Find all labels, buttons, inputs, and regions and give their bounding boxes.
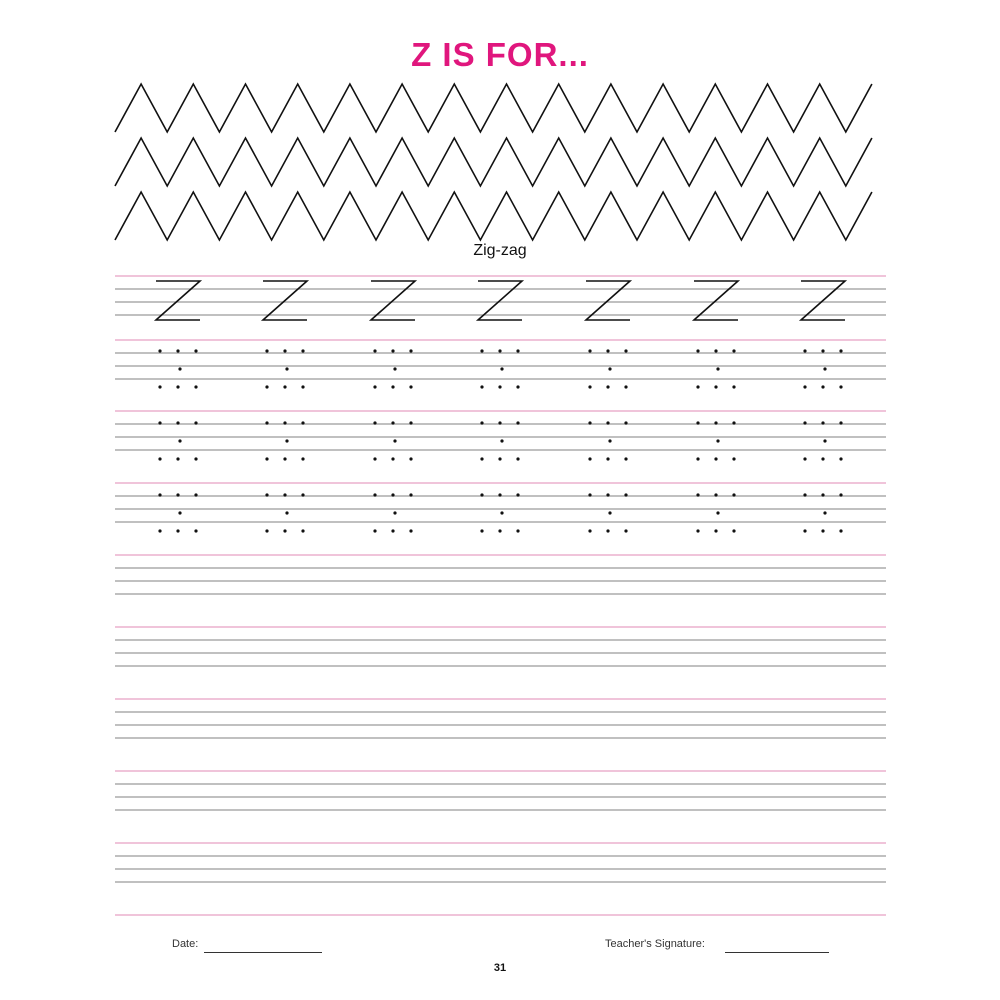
tracing-dot [158, 421, 161, 424]
tracing-dot [500, 511, 503, 514]
tracing-dot [265, 385, 268, 388]
zigzag-caption: Zig-zag [473, 242, 527, 259]
tracing-dot [176, 385, 179, 388]
tracing-dot [839, 493, 842, 496]
tracing-dot [732, 349, 735, 352]
tracing-dot [393, 439, 396, 442]
tracing-dot [624, 385, 627, 388]
tracing-dot [409, 349, 412, 352]
tracing-dot [176, 529, 179, 532]
guide-letter-z [586, 281, 630, 320]
tracing-dot [194, 529, 197, 532]
tracing-dot [285, 439, 288, 442]
tracing-dot [839, 385, 842, 388]
tracing-dot [283, 349, 286, 352]
tracing-dot [714, 493, 717, 496]
date-blank[interactable] [204, 952, 322, 953]
tracing-dot [821, 349, 824, 352]
tracing-dot [409, 529, 412, 532]
tracing-dot [283, 529, 286, 532]
tracing-dot [178, 511, 181, 514]
tracing-dot [714, 457, 717, 460]
tracing-dot [283, 493, 286, 496]
tracing-dot [624, 493, 627, 496]
tracing-dot [516, 421, 519, 424]
tracing-dot [714, 529, 717, 532]
tracing-dot [624, 421, 627, 424]
tracing-dot [606, 493, 609, 496]
tracing-dot [732, 493, 735, 496]
tracing-dot [608, 439, 611, 442]
tracing-dot [823, 367, 826, 370]
tracing-dot [588, 385, 591, 388]
tracing-dot [696, 493, 699, 496]
tracing-dot [498, 493, 501, 496]
tracing-dot [391, 421, 394, 424]
guide-letter-z [694, 281, 738, 320]
tracing-dot [803, 421, 806, 424]
tracing-dot [823, 511, 826, 514]
tracing-dot [714, 349, 717, 352]
guide-letter-z [801, 281, 845, 320]
tracing-dot [265, 349, 268, 352]
tracing-dot [176, 493, 179, 496]
tracing-dot [696, 385, 699, 388]
tracing-dot [265, 421, 268, 424]
tracing-dot [588, 349, 591, 352]
tracing-dot [608, 511, 611, 514]
tracing-dot [393, 367, 396, 370]
tracing-dot [624, 457, 627, 460]
tracing-dot [178, 439, 181, 442]
tracing-dot [608, 367, 611, 370]
tracing-dot [373, 493, 376, 496]
guide-letter-z [156, 281, 200, 320]
tracing-dot [696, 529, 699, 532]
page-title: Z IS FOR... [411, 36, 589, 73]
tracing-dot [821, 421, 824, 424]
guide-letter-z [371, 281, 415, 320]
tracing-dot [839, 457, 842, 460]
tracing-dot [516, 529, 519, 532]
tracing-dot [588, 457, 591, 460]
tracing-dot [176, 349, 179, 352]
tracing-dot [696, 457, 699, 460]
tracing-dot [158, 385, 161, 388]
tracing-dot [498, 421, 501, 424]
tracing-dot [498, 457, 501, 460]
tracing-dot [803, 349, 806, 352]
tracing-dot [285, 367, 288, 370]
tracing-dot [301, 493, 304, 496]
tracing-dot [480, 493, 483, 496]
tracing-dot [391, 385, 394, 388]
tracing-dot [265, 457, 268, 460]
zigzag-row [115, 84, 872, 132]
tracing-dot [716, 511, 719, 514]
tracing-dot [803, 529, 806, 532]
tracing-dot [716, 439, 719, 442]
guide-letter-z [263, 281, 307, 320]
tracing-dot [606, 457, 609, 460]
tracing-dot [588, 529, 591, 532]
signature-label: Teacher's Signature: [605, 938, 705, 950]
tracing-dot [480, 457, 483, 460]
tracing-dot [606, 385, 609, 388]
tracing-dot [606, 421, 609, 424]
tracing-dot [391, 349, 394, 352]
tracing-dot [732, 457, 735, 460]
tracing-dot [696, 421, 699, 424]
tracing-dot [714, 421, 717, 424]
zigzag-row [115, 138, 872, 186]
tracing-dot [714, 385, 717, 388]
tracing-dot [588, 421, 591, 424]
tracing-dot [498, 349, 501, 352]
tracing-dot [373, 529, 376, 532]
tracing-dot [823, 439, 826, 442]
tracing-dot [803, 493, 806, 496]
tracing-dot [283, 421, 286, 424]
tracing-dot [265, 493, 268, 496]
tracing-dot [498, 529, 501, 532]
tracing-dot [301, 529, 304, 532]
tracing-dot [821, 493, 824, 496]
tracing-dot [194, 349, 197, 352]
tracing-dot [194, 385, 197, 388]
tracing-dot [373, 349, 376, 352]
tracing-dot [696, 349, 699, 352]
tracing-dot [498, 385, 501, 388]
tracing-dot [409, 493, 412, 496]
tracing-dot [821, 385, 824, 388]
tracing-dot [283, 457, 286, 460]
tracing-dot [716, 367, 719, 370]
tracing-dot [821, 529, 824, 532]
tracing-dot [732, 385, 735, 388]
tracing-dot [409, 457, 412, 460]
tracing-dot [606, 349, 609, 352]
tracing-dot [480, 385, 483, 388]
tracing-dot [301, 457, 304, 460]
tracing-dot [500, 439, 503, 442]
tracing-dot [624, 349, 627, 352]
tracing-dot [176, 421, 179, 424]
tracing-dot [480, 421, 483, 424]
tracing-dot [178, 367, 181, 370]
date-label: Date: [172, 938, 199, 950]
tracing-dot [803, 385, 806, 388]
guide-letter-z [478, 281, 522, 320]
tracing-dot [301, 385, 304, 388]
tracing-dot [480, 349, 483, 352]
tracing-dot [624, 529, 627, 532]
tracing-dot [373, 385, 376, 388]
tracing-dot [373, 421, 376, 424]
tracing-dot [158, 493, 161, 496]
tracing-dot [373, 457, 376, 460]
page-number: 31 [493, 962, 507, 974]
tracing-dot [821, 457, 824, 460]
tracing-dot [391, 493, 394, 496]
tracing-dot [516, 493, 519, 496]
tracing-dot [176, 457, 179, 460]
tracing-dot [285, 511, 288, 514]
tracing-dot [732, 529, 735, 532]
tracing-dot [803, 457, 806, 460]
tracing-dot [194, 493, 197, 496]
signature-blank[interactable] [725, 952, 829, 953]
tracing-dot [409, 421, 412, 424]
tracing-dot [516, 349, 519, 352]
tracing-dot [393, 511, 396, 514]
tracing-dot [391, 457, 394, 460]
tracing-dot [839, 529, 842, 532]
tracing-dot [500, 367, 503, 370]
tracing-dot [732, 421, 735, 424]
tracing-dot [158, 529, 161, 532]
tracing-dot [283, 385, 286, 388]
tracing-dot [194, 457, 197, 460]
tracing-dot [409, 385, 412, 388]
tracing-dot [391, 529, 394, 532]
tracing-dot [301, 349, 304, 352]
tracing-dot [516, 457, 519, 460]
tracing-dot [301, 421, 304, 424]
tracing-dot [839, 421, 842, 424]
tracing-dot [158, 457, 161, 460]
tracing-dot [516, 385, 519, 388]
tracing-dot [588, 493, 591, 496]
tracing-dot [194, 421, 197, 424]
tracing-dot [265, 529, 268, 532]
tracing-dot [839, 349, 842, 352]
tracing-dot [480, 529, 483, 532]
tracing-dot [158, 349, 161, 352]
zigzag-row [115, 192, 872, 240]
tracing-dot [606, 529, 609, 532]
